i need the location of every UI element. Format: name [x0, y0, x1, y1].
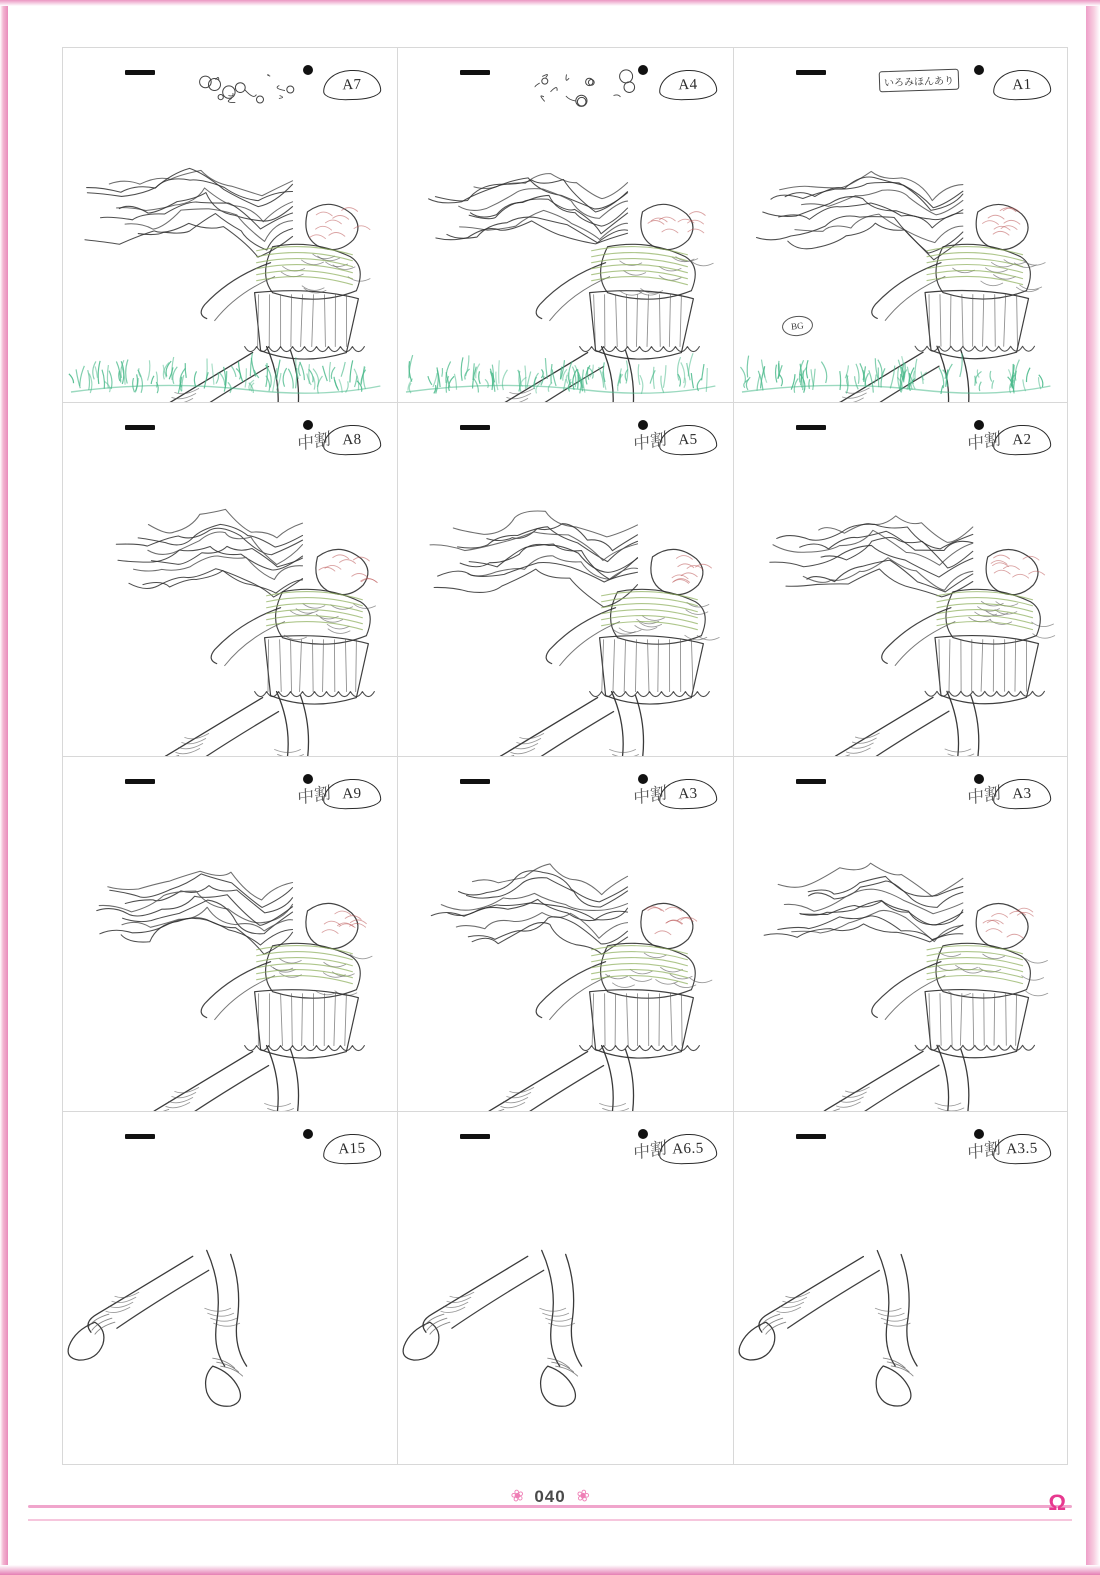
page-border-left [0, 0, 8, 1575]
key-drawing [63, 801, 397, 1111]
peg-bar-dot-icon [974, 65, 984, 75]
frame-number-badge: A3 [658, 778, 717, 810]
key-drawing [734, 801, 1067, 1111]
genga-cel[interactable] [62, 756, 397, 1111]
paw-print-icon: ❀ [574, 1486, 591, 1507]
frame-number-badge: A1 [992, 69, 1051, 101]
key-drawing [63, 447, 397, 757]
key-drawing [398, 1156, 732, 1465]
peg-bar-dot-icon [303, 1129, 313, 1139]
background-grass [398, 336, 732, 396]
genga-cel[interactable] [397, 402, 732, 757]
frame-number-badge: A3.5 [992, 1132, 1051, 1164]
peg-bar-rect-icon [125, 779, 155, 784]
peg-bar-rect-icon [796, 70, 826, 75]
peg-bar-rect-icon [460, 70, 490, 75]
pencil-annotation: 中割 [632, 782, 667, 809]
frame-number-badge: A5 [658, 423, 717, 455]
genga-cel[interactable] [733, 402, 1068, 757]
key-drawing [398, 801, 732, 1111]
genga-cel[interactable] [397, 756, 732, 1111]
cel-note: BG [781, 314, 813, 337]
peg-bar-rect-icon [125, 70, 155, 75]
pencil-annotation: 中割 [966, 782, 1002, 809]
pencil-annotation: 中割 [632, 428, 667, 454]
pencil-annotation: 中割 [632, 1137, 667, 1163]
peg-bar-rect-icon [796, 425, 826, 430]
peg-bar-rect-icon [796, 1134, 826, 1139]
peg-bar-rect-icon [125, 1134, 155, 1139]
genga-grid [62, 47, 1068, 1465]
peg-bar-rect-icon [460, 1134, 490, 1139]
genga-cel[interactable] [397, 47, 732, 402]
footer-rule-secondary [28, 1519, 1072, 1521]
background-grass [734, 336, 1067, 396]
omega-ornament-icon: Ω [1048, 1490, 1066, 1515]
frame-number-badge: A9 [323, 778, 382, 810]
genga-cel[interactable] [397, 1111, 732, 1466]
page-footer [0, 1480, 1100, 1514]
genga-cel[interactable] [62, 47, 397, 402]
page-border-bottom [0, 1565, 1100, 1575]
frame-number-badge: A2 [992, 423, 1051, 455]
paw-print-icon: ❀ [509, 1486, 526, 1507]
page-border-right [1086, 0, 1100, 1575]
peg-bar-dot-icon [638, 65, 648, 75]
key-drawing [734, 1156, 1067, 1465]
peg-bar-rect-icon [460, 425, 490, 430]
key-drawing [63, 1156, 397, 1465]
pencil-annotation: 中割 [297, 782, 332, 809]
frame-number-badge: A8 [323, 423, 382, 455]
peg-bar-dot-icon [303, 65, 313, 75]
peg-bar-rect-icon [460, 779, 490, 784]
background-grass [63, 336, 397, 396]
cel-note: いろみほんあり [878, 69, 959, 93]
key-drawing [398, 447, 732, 757]
genga-cel[interactable] [733, 1111, 1068, 1466]
genga-cel[interactable] [733, 47, 1068, 402]
genga-cel[interactable] [62, 1111, 397, 1466]
frame-number-badge: A4 [658, 69, 717, 101]
page-border-top [0, 0, 1100, 6]
frame-number-badge: A7 [323, 69, 382, 101]
pencil-annotation: 中割 [966, 428, 1002, 454]
genga-cel[interactable] [733, 756, 1068, 1111]
frame-number-badge: A6.5 [658, 1132, 717, 1164]
key-drawing [734, 447, 1067, 757]
frame-number-badge: A3 [992, 778, 1051, 810]
frame-number-badge: A15 [323, 1132, 382, 1164]
page-number: 040 [534, 1487, 566, 1506]
pencil-annotation: 中割 [297, 428, 332, 454]
peg-bar-rect-icon [796, 779, 826, 784]
peg-bar-rect-icon [125, 425, 155, 430]
pencil-annotation: 中割 [966, 1137, 1002, 1163]
genga-cel[interactable] [62, 402, 397, 757]
